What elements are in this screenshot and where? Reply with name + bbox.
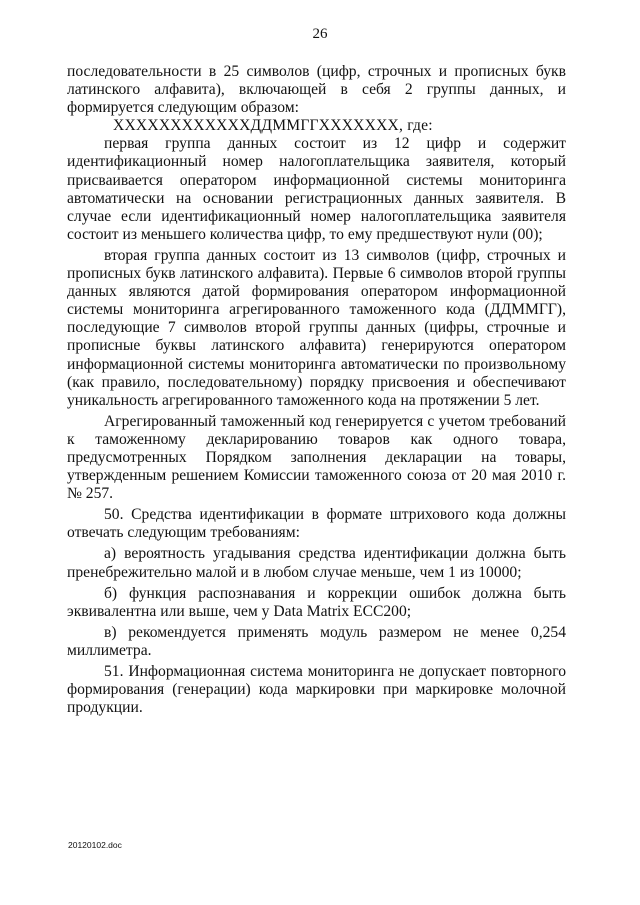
paragraph-first-group: первая группа данных состоит из 12 цифр и содержит идентификационный номер налогоплательщика заявителя, который присваивается оператором информационной системы мониторинга автоматически на основании регистрационных данных заявителя. В случае если идентификационный номер налогоплательщика заявителя состоит из меньшего количества цифр, то ему предшествуют нули (00);	[67, 135, 566, 243]
paragraph-item-50b: б) функция распознавания и коррекции ошибок должна быть эквивалентна или выше, чем у Data Matrix ECC200;	[67, 584, 566, 620]
paragraph-item-50: 50. Средства идентификации в формате штрихового кода должны отвечать следующим требованиям:	[67, 506, 566, 542]
document-body	[67, 63, 566, 717]
paragraph-item-50a: а) вероятность угадывания средства идентификации должна быть пренебрежительно малой и в любом случае меньше, чем 1 из 10000;	[67, 545, 566, 581]
footer-filename: 20120102.doc	[68, 840, 122, 850]
page-number: 26	[312, 26, 328, 42]
paragraph-second-group: вторая группа данных состоит из 13 символов (цифр, строчных и прописных букв латинского алфавита). Первые 6 символов второй группы данных являются датой формирования оператором информационной системы мониторинга агрегированного таможенного кода (ДДММГГ), последующие 7 символов второй группы данных (цифры, строчные и прописные буквы латинского алфавита) генерируются оператором информационной системы мониторинга автоматически по произвольному (как правило, последовательному) порядку присвоения и обеспечивают уникальность агрегированного таможенного кода на протяжении 5 лет.	[67, 246, 566, 409]
code-format-line: ХХХХХХХХХХХХДДММГГХХХХХХХ, где:	[113, 117, 433, 135]
paragraph-item-51: 51. Информационная система мониторинга не допускает повторного формирования (генерации) кода маркировки при маркировке молочной продукции.	[67, 663, 566, 717]
paragraph-item-50c: в) рекомендуется применять модуль размером не менее 0,254 миллиметра.	[67, 623, 566, 659]
paragraph-sequence-intro: последовательности в 25 символов (цифр, строчных и прописных букв латинского алфавита), включающей в себя 2 группы данных, и формируется следующим образом:	[67, 63, 566, 117]
paragraph-aggregated-code: Агрегированный таможенный код генерируется с учетом требований к таможенному декларированию товаров как одного товара, предусмотренных Порядком заполнения декларации на товары, утвержденным решением Комиссии таможенного союза от 20 мая 2010 г. № 257.	[67, 412, 566, 503]
